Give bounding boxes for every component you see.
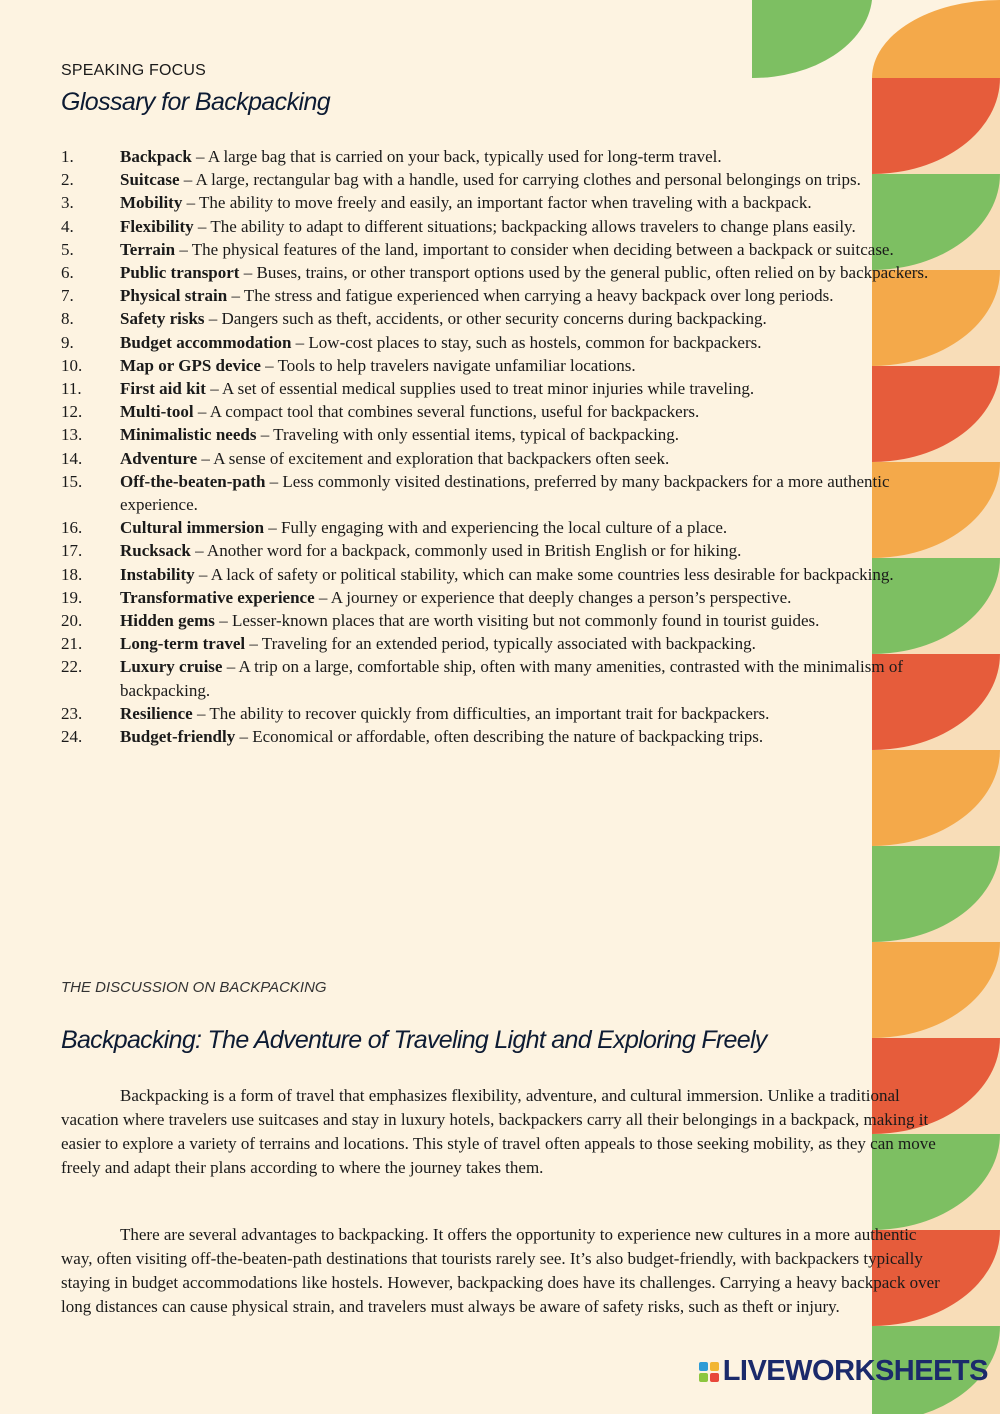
glossary-item-number: 12.	[61, 402, 83, 422]
glossary-definition: – A large, rectangular bag with a handle, used for carrying clothes and personal belongings on trips.	[179, 170, 861, 190]
glossary-item	[61, 400, 943, 423]
glossary-item	[61, 447, 943, 470]
glossary-definition: – The physical features of the land, important to consider when deciding between a backpack or suitcase.	[175, 239, 894, 259]
glossary-definition: – Fully engaging with and experiencing the local culture of a place.	[264, 518, 728, 538]
glossary-term: Rucksack	[120, 541, 191, 561]
glossary-term: Adventure	[120, 448, 198, 468]
glossary-item	[61, 423, 943, 446]
glossary-definition: – Less commonly visited destinations, preferred by many backpackers for a more authentic experience.	[120, 471, 890, 515]
glossary-term: Long-term travel	[120, 634, 246, 654]
glossary-definition: – Tools to help travelers navigate unfamiliar locations.	[260, 355, 636, 375]
glossary-term: Flexibility	[120, 216, 194, 236]
glossary-item-number: 16.	[61, 518, 83, 538]
glossary-definition: – Traveling for an extended period, typically associated with backpacking.	[245, 634, 756, 654]
glossary-term: Minimalistic needs	[120, 425, 257, 445]
glossary-definition: – A large bag that is carried on your back, typically used for long-term travel.	[191, 147, 722, 166]
glossary-item-number: 18.	[61, 564, 83, 584]
glossary-term: Safety risks	[120, 309, 205, 329]
glossary-item	[61, 354, 943, 377]
glossary-item	[61, 655, 943, 701]
glossary-item-number: 20.	[61, 611, 83, 631]
glossary-item	[61, 586, 943, 609]
discussion-paragraph: There are several advantages to backpacking. It offers the opportunity to experience new cultures in a more authentic way, often visiting off-the-beaten-path destinations that tourists rarely see. It’s also budget-friendly, with backpackers typically staying in budget accommodations like hostels. However, backpacking does have its challenges. Carrying a heavy backpack over long distances can cause physical strain, and travelers must always be aware of safety risks, such as theft or injury.	[61, 1225, 940, 1316]
glossary-item	[61, 145, 943, 168]
glossary-item	[61, 609, 943, 632]
glossary-term: Mobility	[120, 193, 183, 213]
glossary-item	[61, 516, 943, 539]
glossary-item	[61, 331, 943, 354]
glossary-item	[61, 632, 943, 655]
liveworksheets-logo-icon	[699, 1362, 719, 1382]
glossary-term: Terrain	[120, 239, 176, 259]
glossary-definition: – A lack of safety or political stability, which can make some countries less desirable for backpacking.	[194, 564, 894, 584]
glossary-definition: – The ability to adapt to different situations; backpacking allows travelers to change plans easily.	[193, 216, 856, 236]
glossary-term: Physical strain	[120, 286, 228, 306]
glossary-term: Resilience	[120, 703, 193, 723]
discussion-paragraph: Backpacking is a form of travel that emphasizes flexibility, adventure, and cultural immersion. Unlike a traditional vacation where travelers use suitcases and stay in luxury hotels, backpackers carry all their belongings in a backpack, making it easier to explore a variety of terrains and locations. This style of travel often appeals to those seeking mobility, as they can move freely and adapt their plans according to where the journey takes them.	[61, 1086, 936, 1177]
glossary-item	[61, 377, 943, 400]
glossary-item	[61, 470, 943, 516]
glossary-term: Transformative experience	[120, 587, 315, 607]
glossary-item	[61, 725, 943, 748]
glossary-item	[61, 307, 943, 330]
glossary-item	[61, 563, 943, 586]
glossary-item	[61, 191, 943, 214]
glossary-item	[61, 168, 943, 191]
glossary-item-number: 24.	[61, 727, 83, 747]
glossary-item-number: 17.	[61, 541, 83, 561]
glossary-item	[61, 238, 943, 261]
glossary-item-number: 22.	[61, 657, 83, 677]
glossary-item-number: 9.	[61, 332, 74, 352]
section-kicker: SPEAKING FOCUS	[61, 62, 207, 79]
glossary-definition: – A compact tool that combines several functions, useful for backpackers.	[193, 402, 700, 422]
glossary-item-number: 13.	[61, 425, 83, 445]
glossary-term: Budget accommodation	[120, 332, 292, 352]
glossary-term: Multi-tool	[120, 402, 194, 422]
glossary-definition: – A set of essential medical supplies used to treat minor injuries while traveling.	[205, 379, 755, 399]
glossary-item-number: 3.	[61, 193, 74, 213]
glossary-item	[61, 215, 943, 238]
glossary-term: Public transport	[120, 263, 240, 283]
glossary-item-number: 4.	[61, 216, 74, 236]
glossary-term: Off-the-beaten-path	[120, 471, 266, 491]
glossary-term: Hidden gems	[120, 611, 215, 631]
glossary-definition: – A journey or experience that deeply changes a person’s perspective.	[314, 587, 792, 607]
glossary-definition: – Lesser-known places that are worth visiting but not commonly found in tourist guides.	[214, 611, 820, 631]
glossary-definition: – A trip on a large, comfortable ship, often with many amenities, contrasted with the minimalism of backpacking.	[120, 657, 903, 700]
glossary-item	[61, 702, 943, 725]
glossary-item-number: 21.	[61, 634, 83, 654]
decorative-shape	[752, 0, 872, 78]
glossary-definition: – A sense of excitement and exploration that backpackers often seek.	[197, 448, 670, 468]
decorative-shape	[872, 0, 1000, 78]
glossary-definition: – Another word for a backpack, commonly used in British English or for hiking.	[190, 541, 742, 561]
glossary-title: Glossary for Backpacking	[61, 88, 331, 116]
discussion-title: Backpacking: The Adventure of Traveling Light and Exploring Freely	[61, 1026, 767, 1054]
glossary-item-number: 14.	[61, 448, 83, 468]
glossary-item	[61, 284, 943, 307]
glossary-term: Luxury cruise	[120, 657, 223, 677]
glossary-definition: – Economical or affordable, often describing the nature of backpacking trips.	[235, 727, 764, 747]
logo-square	[699, 1373, 708, 1382]
logo-square	[710, 1362, 719, 1371]
brand-name: LIVEWORKSHEETS	[722, 1355, 988, 1387]
glossary-item-number: 23.	[61, 703, 83, 723]
glossary-item-number: 8.	[61, 309, 74, 329]
glossary-definition: – The ability to move freely and easily, an important factor when traveling with a backpack.	[182, 193, 812, 213]
glossary-definition: – Buses, trains, or other transport options used by the general public, often relied on by backpackers.	[239, 263, 929, 283]
glossary-term: Map or GPS device	[120, 355, 261, 375]
glossary-term: Backpack	[120, 147, 192, 166]
discussion-kicker: THE DISCUSSION ON BACKPACKING	[61, 979, 327, 996]
glossary-definition: – The ability to recover quickly from difficulties, an important trait for backpackers.	[192, 703, 770, 723]
glossary-item-number: 5.	[61, 239, 74, 259]
glossary-item-number: 6.	[61, 263, 74, 283]
glossary-item-number: 7.	[61, 286, 74, 306]
glossary-item-number: 19.	[61, 587, 83, 607]
glossary-definition: – Low-cost places to stay, such as hostels, common for backpackers.	[291, 332, 762, 352]
logo-square	[710, 1373, 719, 1382]
glossary-term: Instability	[120, 564, 195, 584]
logo-square	[699, 1362, 708, 1371]
glossary-item-number: 11.	[61, 379, 82, 399]
glossary-definition: – The stress and fatigue experienced when carrying a heavy backpack over long periods.	[227, 286, 834, 306]
glossary-item-number: 2.	[61, 170, 74, 190]
glossary-item-number: 1.	[61, 147, 74, 166]
glossary-term: Suitcase	[120, 170, 180, 190]
glossary-term: First aid kit	[120, 379, 206, 399]
liveworksheets-logo-link[interactable]	[699, 1355, 988, 1388]
glossary-definition: – Traveling with only essential items, typical of backpacking.	[256, 425, 680, 445]
glossary-term: Budget-friendly	[120, 727, 236, 747]
glossary-item-number: 10.	[61, 355, 83, 375]
glossary-item	[61, 261, 943, 284]
glossary-item	[61, 539, 943, 562]
glossary-definition: – Dangers such as theft, accidents, or other security concerns during backpacking.	[204, 309, 767, 329]
glossary-term: Cultural immersion	[120, 518, 265, 538]
glossary-list	[61, 145, 943, 748]
glossary-item-number: 15.	[61, 471, 83, 491]
